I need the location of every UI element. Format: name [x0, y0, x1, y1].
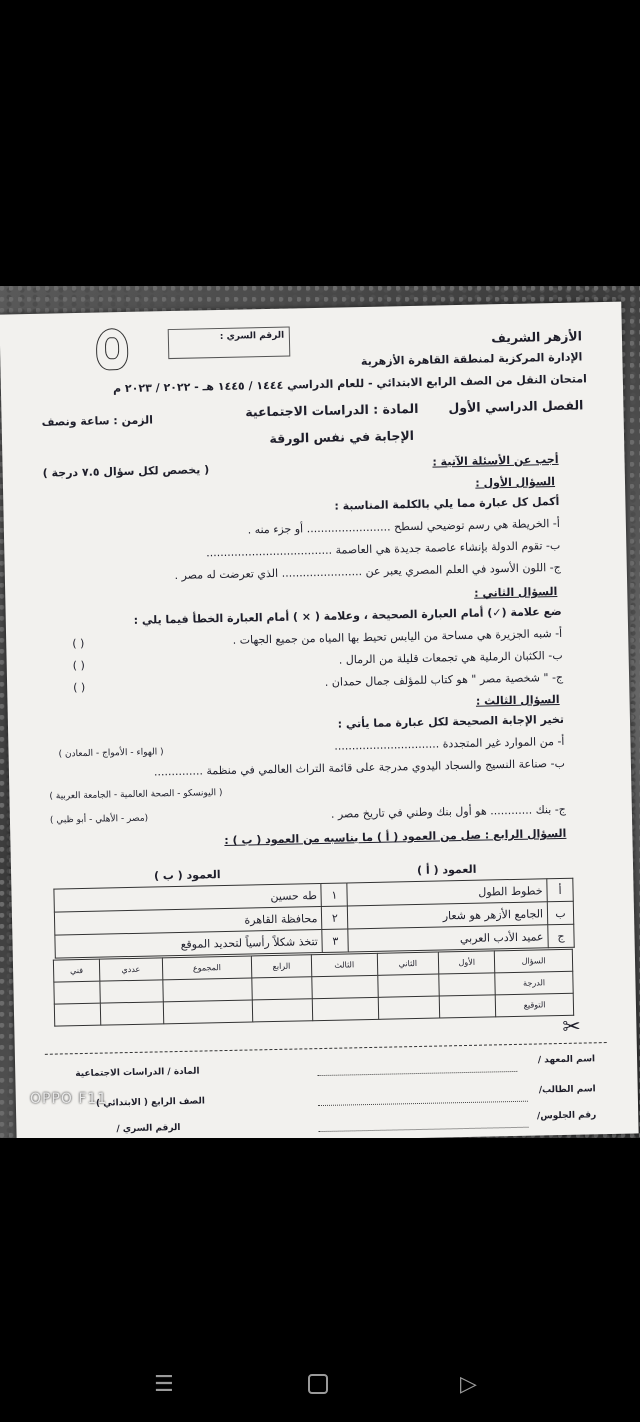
q3-choices-b: ( اليونسكو - الصحة العالمية - الجامعة العربية )	[49, 788, 223, 802]
q2-item-a: أ- شبه الجزيرة هي مساحة من اليابس تحيط بها المياه من جميع الجهات .	[232, 626, 563, 647]
q3-item-a: أ- من الموارد غير المتجددة ..............................	[334, 734, 565, 753]
administration-title: الإدارة المركزية لمنطقة القاهرة الأزهرية	[360, 350, 583, 369]
q1-prompt: أكمل كل عبارة مما يلي بالكلمة المناسبة :	[334, 494, 560, 513]
footer-serial: الرقم السري /	[116, 1122, 181, 1135]
camera-watermark: OPPO F11	[30, 1091, 108, 1107]
student-label: اسم الطالب/	[538, 1084, 596, 1096]
serial-label: الرقم السري :	[219, 330, 285, 342]
grading-table	[53, 949, 574, 1027]
table-row: التوقيع	[54, 993, 573, 1026]
q3-title: السؤال الثالث :	[475, 692, 560, 708]
q2-bracket-b: ( )	[72, 658, 85, 673]
seat-label: رقم الجلوس/	[536, 1110, 597, 1122]
recent-apps-icon[interactable]: ☰	[154, 1372, 174, 1397]
table-row: ج عميد الأدب العربي ٣ تتخذ شكلاً رأسياً لتحديد الموقع	[55, 924, 574, 958]
azhar-logo-icon	[96, 328, 129, 371]
q3-prompt: تخير الإجابة الصحيحة لكل عبارة مما يأتي :	[337, 712, 565, 731]
azhar-title: الأزهر الشريف	[491, 328, 583, 346]
footer-subject: المادة / الدراسات الاجتماعية	[75, 1066, 200, 1080]
android-nav-bar	[0, 1360, 640, 1422]
col-a-header: العمود ( أ )	[416, 862, 477, 877]
seat-line	[319, 1126, 529, 1132]
q1-item-a: أ- الخريطة هي رسم توضيحي لسطح ........................ أو جزء منه .	[247, 516, 560, 537]
table-row: الدرجة	[54, 971, 573, 1004]
exam-paper	[0, 302, 639, 1138]
col-b-header: العمود ( ب )	[153, 867, 221, 882]
q2-item-b: ب- الكثبان الرملية هي تجمعات قليلة من الرمال .	[338, 648, 563, 667]
q2-title: السؤال الثاني :	[474, 584, 558, 600]
q1-item-c: ج- اللون الأسود في العلم المصري يعبر عن ....................... الذي تعرضت له مصر .	[174, 560, 561, 582]
q4-title: السؤال الرابع : صل من العمود ( أ ) ما يناسبه من العمود ( ب ) :	[224, 826, 567, 848]
exam-title: امتحان النقل من الصف الرابع الابتدائي - للعام الدراسي ١٤٤٤ / ١٤٤٥ هـ - ٢٠٢٢ / ٢٠٢٣ م	[112, 372, 587, 396]
home-icon[interactable]	[308, 1374, 328, 1394]
table-row: ب الجامع الأزهر هو شعار ٢ محافظة القاهرة	[54, 901, 573, 935]
exam-photo	[0, 286, 640, 1138]
subject-label: المادة : الدراسات الاجتماعية	[245, 400, 419, 420]
answer-note: الإجابة في نفس الورقة	[269, 427, 415, 446]
q3-item-b: ب- صناعة النسيج والسجاد اليدوي مدرجة على قائمة التراث العالمي في منظمة ..............	[153, 756, 566, 779]
time-label: الزمن : ساعة ونصف	[41, 413, 154, 429]
student-line	[318, 1100, 528, 1106]
footer-grade: الصف الرابع ( الابتدائي )	[95, 1096, 206, 1109]
q2-prompt: ضع علامة (✓) أمام العبارة الصحيحة ، وعلامة ( × ) أمام العبارة الخطأ فيما يلي :	[133, 604, 562, 627]
instructions-title: أجب عن الأسئلة الآتية :	[432, 452, 559, 469]
marks-note: ( يخصص لكل سؤال ٧.٥ درجة )	[42, 463, 210, 480]
q3-choices-a: ( الهواء - الأمواج - المعادن )	[58, 747, 164, 760]
q3-item-c: ج- بنك ............ هو أول بنك وطني في تاريخ مصر .	[330, 802, 566, 821]
q1-title: السؤال الأول :	[475, 475, 556, 490]
matching-table	[53, 856, 575, 959]
scissors-icon: ✂	[562, 1014, 582, 1040]
q2-bracket-a: ( )	[72, 636, 85, 651]
term-label: الفصل الدراسي الأول	[448, 397, 584, 416]
q3-choices-c: (مصر - الأهلي - أبو ظبي )	[49, 813, 149, 826]
q2-bracket-c: ( )	[73, 680, 86, 695]
cut-line	[45, 1042, 607, 1055]
q2-item-c: ج- " شخصية مصر " هو كتاب للمؤلف جمال حمدان .	[324, 670, 564, 689]
q1-item-b: ب- تقوم الدولة بإنشاء عاصمة جديدة هي العاصمة ....................................	[206, 538, 561, 560]
table-row: أ خطوط الطول ١ طه حسين	[54, 878, 573, 912]
institute-line	[317, 1070, 517, 1076]
institute-label: اسم المعهد /	[537, 1054, 596, 1066]
back-icon[interactable]: ▷	[460, 1372, 477, 1397]
table-row: السؤال الأول الثاني الثالث الرابع المجموع عددي فني	[53, 949, 572, 982]
